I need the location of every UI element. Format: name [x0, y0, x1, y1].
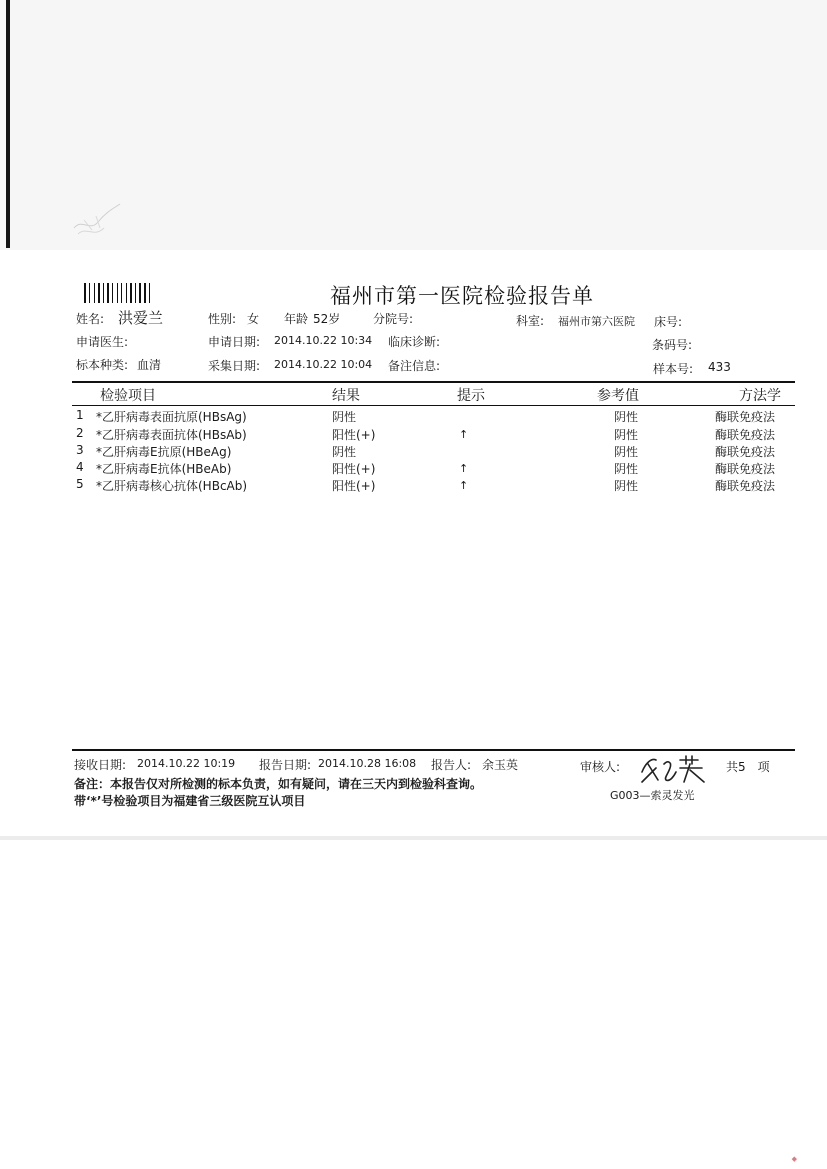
- diagnosis-label: 临床诊断:: [388, 335, 441, 349]
- row-reference: 阴性: [614, 462, 639, 476]
- row-result: 阳性(+): [332, 428, 376, 442]
- row-reference: 阴性: [614, 445, 639, 459]
- collect-date-label: 采集日期:: [208, 359, 261, 373]
- row-number: 2: [76, 426, 84, 440]
- column-header-method: 方法学: [739, 388, 781, 404]
- row-method: 酶联免疫法: [715, 428, 776, 442]
- row-number: 3: [76, 443, 84, 457]
- row-item: *乙肝病毒E抗原(HBeAg): [96, 445, 232, 459]
- doctor-label: 申请医生:: [76, 335, 129, 349]
- row-item: *乙肝病毒E抗体(HBeAb): [96, 462, 232, 476]
- reviewer-signature: [638, 750, 710, 786]
- column-header-result: 结果: [332, 388, 360, 404]
- specimen-label: 标本种类:: [76, 358, 129, 372]
- collect-date-value: 2014.10.22 10:04: [274, 358, 373, 371]
- row-method: 酶联免疫法: [715, 462, 776, 476]
- row-method: 酶联免疫法: [715, 445, 776, 459]
- name-label: 姓名:: [76, 312, 105, 326]
- table-row: [72, 460, 795, 477]
- age-value: 52岁: [313, 312, 341, 326]
- row-flag: ↑: [459, 462, 469, 475]
- name-value: 洪爱兰: [118, 309, 164, 327]
- scan-edge-line: [6, 0, 10, 248]
- row-reference: 阴性: [614, 479, 639, 493]
- apply-date-label: 申请日期:: [208, 335, 261, 349]
- barcode-graphic: [84, 283, 157, 303]
- row-result: 阳性(+): [332, 479, 376, 493]
- row-item: *乙肝病毒表面抗原(HBsAg): [96, 410, 247, 424]
- sex-value: 女: [247, 312, 260, 326]
- row-item: *乙肝病毒核心抗体(HBcAb): [96, 479, 248, 493]
- reviewer-label: 审核人:: [580, 760, 621, 774]
- table-row: [72, 408, 795, 425]
- table-header-rule: [72, 405, 795, 406]
- row-method: 酶联免疫法: [715, 479, 776, 493]
- branch-label: 分院号:: [373, 312, 414, 326]
- specimen-value: 血清: [137, 358, 162, 372]
- table-row: [72, 426, 795, 443]
- reporter-label: 报告人:: [431, 758, 472, 772]
- apply-date-value: 2014.10.22 10:34: [274, 334, 373, 347]
- row-number: 4: [76, 460, 84, 474]
- column-header-item: 检验项目: [100, 388, 156, 404]
- sex-label: 性别:: [208, 312, 237, 326]
- remarks-label: 备注信息:: [388, 359, 441, 373]
- sample-no-value: 433: [708, 360, 731, 374]
- reporter-value: 余玉英: [482, 758, 519, 772]
- row-result: 阴性: [332, 445, 357, 459]
- column-header-reference: 参考值: [597, 388, 639, 404]
- row-result: 阳性(+): [332, 462, 376, 476]
- receive-date-value: 2014.10.22 10:19: [137, 757, 236, 770]
- column-header-flag: 提示: [457, 388, 485, 404]
- report-note: 备注：本报告仅对所检测的标本负责，如有疑问，请在三天内到检验科查询。: [74, 777, 483, 791]
- receive-date-label: 接收日期:: [74, 758, 127, 772]
- reviewer-code: G003—索灵发光: [610, 789, 695, 802]
- table-row: [72, 443, 795, 460]
- item-total: 共5 项: [726, 760, 770, 774]
- dept-value: 福州市第六医院: [558, 315, 635, 328]
- watermark-logo: ◆: [791, 1155, 797, 1163]
- table-top-rule: [72, 381, 795, 383]
- mutual-recognition-note: 带‘*’号检验项目为福建省三级医院互认项目: [74, 794, 306, 808]
- dept-label: 科室:: [516, 314, 545, 328]
- sample-no-label: 样本号:: [653, 362, 694, 376]
- table-row: [72, 477, 795, 494]
- row-reference: 阴性: [614, 428, 639, 442]
- age-label: 年龄: [284, 312, 309, 326]
- scan-smudge: [70, 198, 126, 240]
- row-result: 阴性: [332, 410, 357, 424]
- report-date-value: 2014.10.28 16:08: [318, 757, 417, 770]
- scan-bottom-area: [0, 840, 827, 1169]
- report-title: 福州市第一医院检验报告单: [330, 284, 594, 308]
- row-reference: 阴性: [614, 410, 639, 424]
- row-flag: ↑: [459, 479, 469, 492]
- barcode-number-label: 条码号:: [652, 338, 693, 352]
- row-item: *乙肝病毒表面抗体(HBsAb): [96, 428, 247, 442]
- row-flag: ↑: [459, 428, 469, 441]
- row-number: 1: [76, 408, 84, 422]
- row-number: 5: [76, 477, 84, 491]
- report-date-label: 报告日期:: [259, 758, 312, 772]
- row-method: 酶联免疫法: [715, 410, 776, 424]
- bed-label: 床号:: [654, 315, 683, 329]
